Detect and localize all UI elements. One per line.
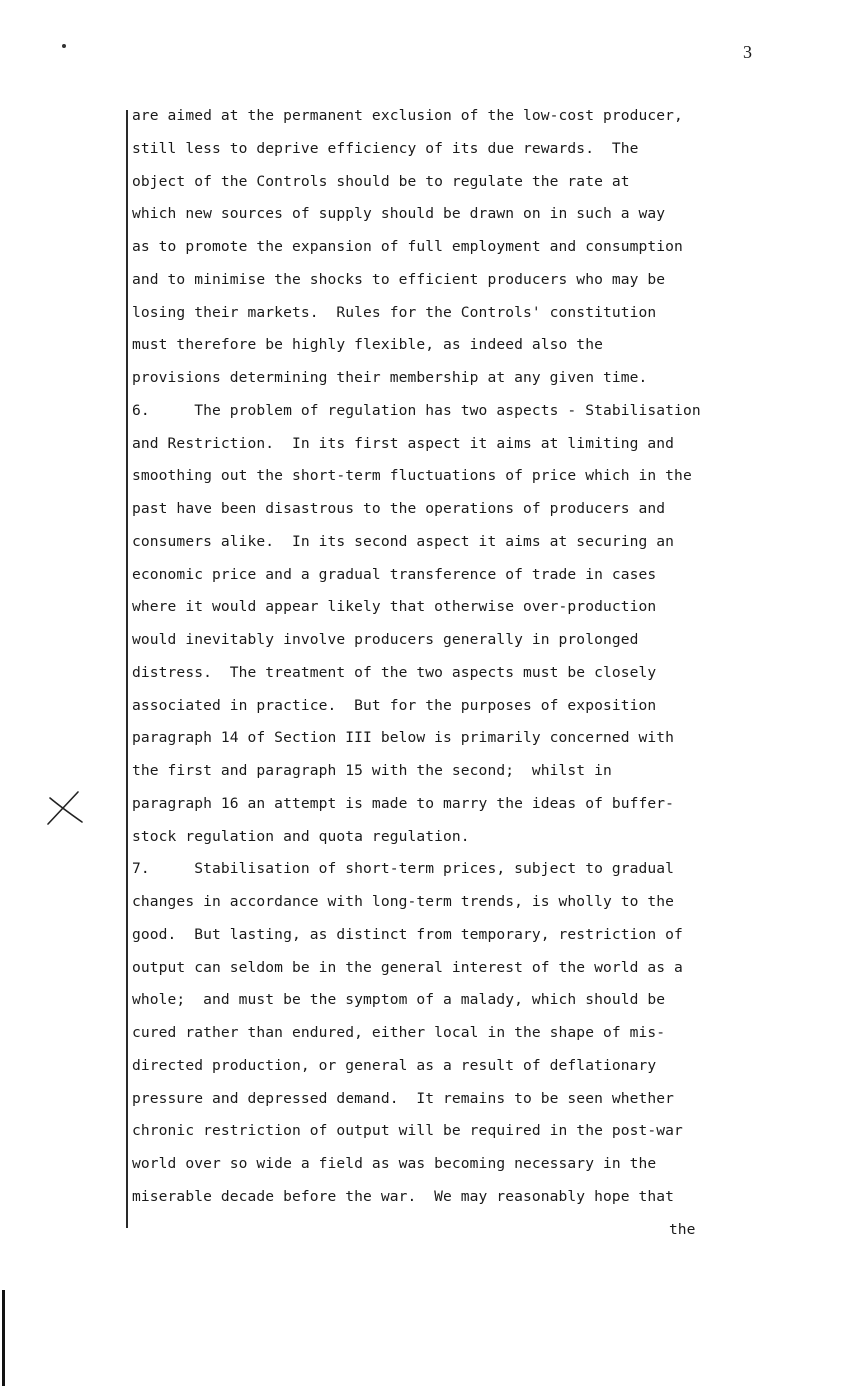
text-line: consumers alike. In its second aspect it aims at securing an: [132, 532, 675, 550]
text-line: output can seldom be in the general interest of the world as a: [132, 958, 683, 976]
body-text: [132, 104, 822, 1218]
text-line: still less to deprive efficiency of its due rewards. The: [132, 139, 639, 157]
text-line: which new sources of supply should be drawn on in such a way: [132, 205, 666, 223]
text-line: must therefore be highly flexible, as indeed also the: [132, 336, 603, 354]
text-line: provisions determining their membership at any given time.: [132, 369, 648, 386]
catchword: the: [669, 1221, 696, 1238]
stray-mark: [62, 44, 66, 48]
text-line: good. But lasting, as distinct from temporary, restriction of: [132, 925, 683, 943]
paragraph-7-start: 7. Stabilisation of short-term prices, subject to gradual: [132, 860, 675, 878]
text-line: and to minimise the shocks to efficient producers who may be: [132, 270, 666, 288]
handwritten-cross-icon: [44, 788, 84, 828]
scan-edge-mark: [2, 1290, 5, 1386]
text-line: changes in accordance with long-term trends, is wholly to the: [132, 893, 675, 910]
text-line: economic price and a gradual transference of trade in cases: [132, 565, 657, 583]
margin-rule: [126, 110, 128, 1228]
text-line: losing their markets. Rules for the Controls' constitution: [132, 303, 657, 321]
text-line: and Restriction. In its first aspect it aims at limiting and: [132, 434, 675, 452]
paragraph-6-start: 6. The problem of regulation has two aspects - Stabilisation: [132, 401, 701, 419]
text-line: object of the Controls should be to regulate the rate at: [132, 172, 630, 190]
text-line: are aimed at the permanent exclusion of the low-cost producer,: [132, 107, 683, 124]
text-line: distress. The treatment of the two aspects must be closely: [132, 663, 657, 681]
text-line: paragraph 16 an attempt is made to marry the ideas of buffer-: [132, 794, 675, 812]
text-line: cured rather than endured, either local in the shape of mis-: [132, 1024, 666, 1041]
text-line: associated in practice. But for the purposes of exposition: [132, 696, 657, 714]
text-line: smoothing out the short-term fluctuations of price which in the: [132, 467, 692, 485]
text-line: the first and paragraph 15 with the second; whilst in: [132, 762, 612, 779]
text-line: where it would appear likely that otherwise over-production: [132, 598, 657, 616]
text-line: stock regulation and quota regulation.: [132, 827, 470, 845]
text-line: would inevitably involve producers generally in prolonged: [132, 631, 639, 648]
text-line: pressure and depressed demand. It remains to be seen whether: [132, 1089, 675, 1107]
text-line: world over so wide a field as was becoming necessary in the: [132, 1155, 657, 1172]
text-line: miserable decade before the war. We may reasonably hope that: [132, 1187, 675, 1205]
text-line: as to promote the expansion of full employment and consumption: [132, 238, 683, 255]
page-number: 3: [743, 42, 752, 62]
text-line: paragraph 14 of Section III below is primarily concerned with: [132, 729, 675, 747]
text-line: whole; and must be the symptom of a malady, which should be: [132, 991, 666, 1009]
text-line: chronic restriction of output will be required in the post-war: [132, 1122, 683, 1140]
text-line: directed production, or general as a result of deflationary: [132, 1056, 657, 1074]
text-line: past have been disastrous to the operations of producers and: [132, 500, 666, 517]
